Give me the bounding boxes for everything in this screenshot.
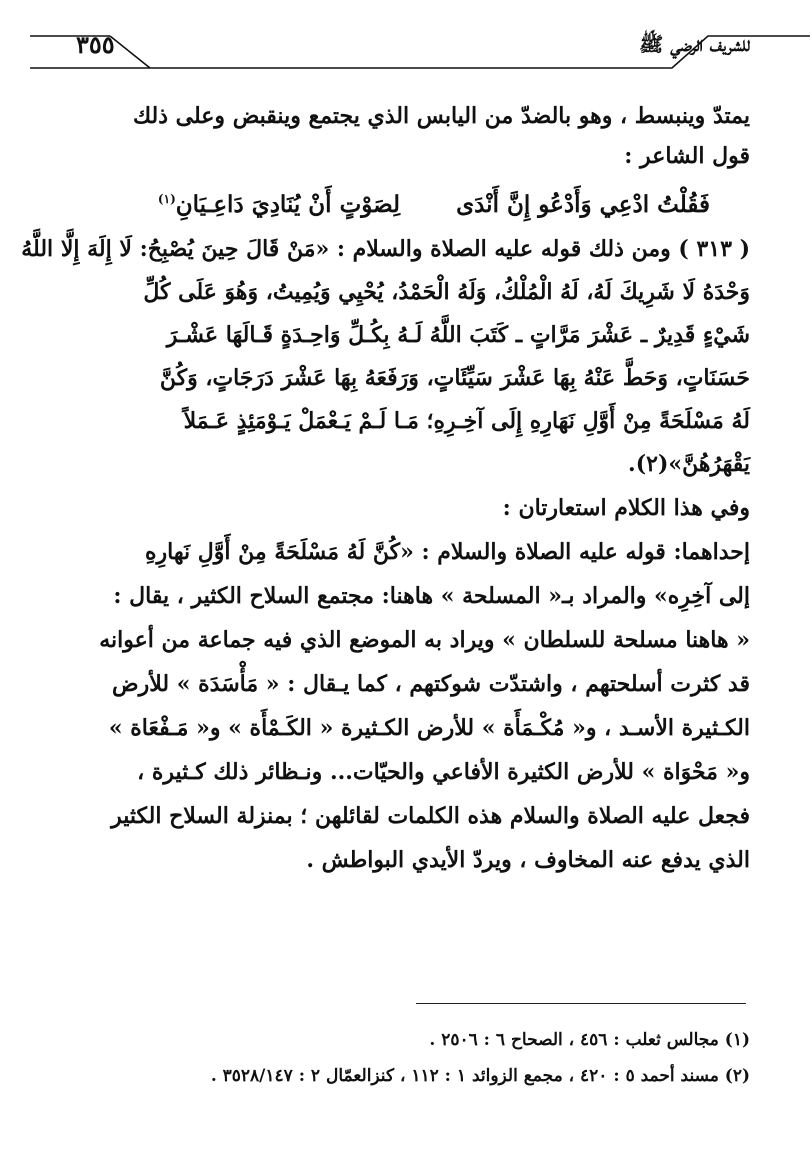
page-number: ٣٥٥ [76, 30, 115, 59]
commentary-line: إحداهما: قوله عليه الصلاة والسلام : «كُنَّ لَهُ مَسْلَحَةً مِنْ أَوَّلِ نَهارِهِ [145, 538, 750, 565]
commentary-line: وفي هذا الكلام استعارتان : [502, 494, 750, 521]
hadith-line: وَحْدَهُ لَا شَرِيكَ لَهُ، لَهُ الْمُلْكُ، وَلَهُ الْحَمْدُ، يُحْيِي وَيُمِيتُ، وَهُوَ عَلَى كُلِّ [143, 278, 750, 305]
footnote: (٢) مسند أحمد ٥ : ٤٢٠ ، مجمع الزوائد ١ : ١١٢ ، كنزالعمّال ٢ : ٣٥٢٨/١٤٧ . [210, 1066, 750, 1086]
footnote-separator [416, 1003, 746, 1004]
commentary-line: و« مَحْوَاة » للأرض الكثيرة الأفاعي والحيّات... ونـظائر ذلك كـثيرة ، [137, 758, 750, 785]
footnotes [50, 1022, 750, 1094]
commentary-line: « هاهنا مسلحة للسلطان » ويراد به الموضع الذي فيه جماعة من أعوانه [99, 626, 750, 653]
hadith-line: ( ٣١٣ ) ومن ذلك قوله عليه الصلاة والسلام : «مَنْ قَالَ حِينَ يُصْبِحُ: لَا إِلَهَ إِلَّا اللَّهُ [21, 235, 750, 262]
hadith-line: حَسَنَاتٍ، وَحَطَّ عَنْهُ بِهَا عَشْرَ سَيِّئَاتٍ، وَرَفَعَهُ بِهَا عَشْرَ دَرَجَاتٍ، وَكُنَّ [159, 364, 750, 391]
footnote-marker: (١) [157, 192, 176, 206]
commentary-line: فجعل عليه الصلاة والسلام هذه الكلمات لقائلهن ؛ بمنزلة السلاح الكثير [111, 802, 750, 829]
footnote: (١) مجالس ثعلب : ٤٥٦ ، الصحاح ٦ : ٢٥٠٦ . [429, 1030, 750, 1050]
body-line: يمتدّ وينبسط ، وهو بالضدّ من اليابس الذي يجتمع وينقبض وعلى ذلك [132, 103, 750, 129]
hadith-line: شَيْءٍ قَدِيرٌ ـ عَشْرَ مَرَّاتٍ ـ كَتَبَ اللَّهُ لَـهُ بِكُـلِّ وَاحِـدَةٍ قَـالَهَا عَشْـرَ [166, 321, 750, 348]
poetry-verse [60, 176, 710, 228]
running-head: للشريف الرضي ﷺ [639, 32, 750, 56]
commentary-line: الذي يدفع عنه المخاوف ، ويردّ الأيدي البواطش . [306, 846, 750, 873]
commentary-line: الكـثيرة الأسـد ، و« مُكْـمَأَة » للأرض الكـثيرة « الكَـمْأَة » و« مَـفْعَاة » [108, 714, 750, 741]
commentary-line: إلى آخِرِه» والمراد بـ« المسلحة » هاهنا: مجتمع السلاح الكثير ، يقال : [113, 582, 750, 609]
verse-hemistich-second: لِصَوْتٍ أَنْ يُنَادِيَ دَاعِـيَانِ [175, 190, 401, 218]
verse-hemistich-first: فَقُلْتُ ادْعِي وَأَدْعُو إِنَّ أَنْدَى [456, 190, 710, 218]
body-line: قول الشاعر : [624, 143, 750, 169]
hadith-line: لَهُ مَسْلَحَةً مِنْ أَوَّلِ نَهَارِهِ إِلَى آخِـرِهِ؛ مَـا لَـمْ يَـعْمَلْ يَـوْمَئِذٍ عَـمَلاً [183, 407, 750, 434]
body-text [21, 96, 750, 882]
commentary-line: قد كثرت أسلحتهم ، واشتدّت شوكتهم ، كما يـقال : « مَأْسَدَة » للأرض [112, 670, 750, 697]
hadith-line: يَقْهَرُهُنَّ»(٢). [628, 450, 750, 477]
